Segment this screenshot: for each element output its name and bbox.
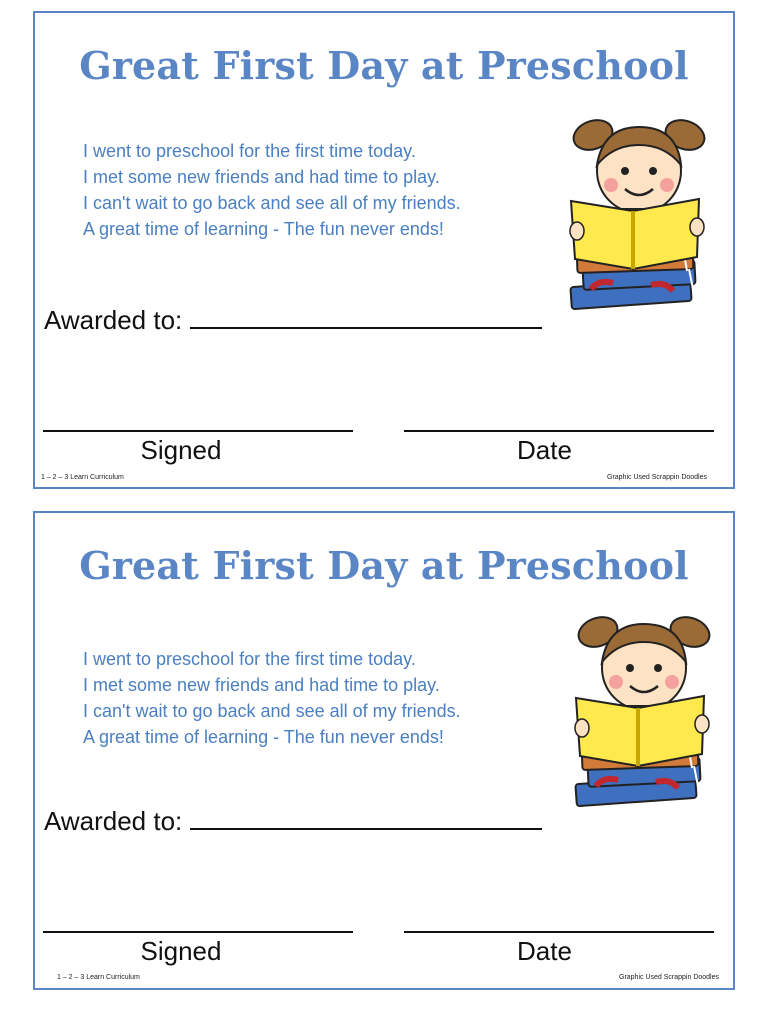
poem <box>83 646 461 750</box>
poem-line: I met some new friends and had time to play. <box>83 167 440 187</box>
awarded-to-line <box>190 305 542 329</box>
girl-reading-book-illustration <box>563 113 713 319</box>
poem-line: A great time of learning - The fun never ends! <box>83 727 444 747</box>
awarded-to-field <box>44 806 542 837</box>
certificate-card <box>33 11 735 489</box>
certificate-title: Great First Day at Preschool <box>79 543 689 588</box>
certificate-title: Great First Day at Preschool <box>79 43 689 88</box>
date-label: Date <box>517 936 572 966</box>
poem-line: I went to preschool for the first time today. <box>83 649 416 669</box>
awarded-to-field <box>44 305 542 336</box>
signed-label: Signed <box>140 936 222 966</box>
footer-curriculum: 1 – 2 – 3 Learn Curriculum <box>41 474 124 481</box>
signed-label: Signed <box>140 435 222 465</box>
poem-line: I can't wait to go back and see all of my friends. <box>83 701 461 721</box>
poem-line: I can't wait to go back and see all of my friends. <box>83 193 461 213</box>
signature-line <box>43 931 353 933</box>
poem-line: A great time of learning - The fun never ends! <box>83 219 444 239</box>
date-label: Date <box>517 435 572 465</box>
poem <box>83 138 461 242</box>
poem-line: I met some new friends and had time to play. <box>83 675 440 695</box>
footer-graphic-credit: Graphic Used Scrappin Doodles <box>607 474 707 481</box>
footer-curriculum: 1 – 2 – 3 Learn Curriculum <box>57 974 140 981</box>
signature-line <box>43 430 353 432</box>
poem-line: I went to preschool for the first time today. <box>83 141 416 161</box>
girl-reading-book-illustration <box>568 610 718 816</box>
footer-graphic-credit: Graphic Used Scrappin Doodles <box>619 974 719 981</box>
date-line <box>404 430 714 432</box>
awarded-to-label: Awarded to: <box>44 806 183 836</box>
certificate-card <box>33 511 735 990</box>
awarded-to-label: Awarded to: <box>44 305 183 335</box>
awarded-to-line <box>190 806 542 830</box>
date-line <box>404 931 714 933</box>
